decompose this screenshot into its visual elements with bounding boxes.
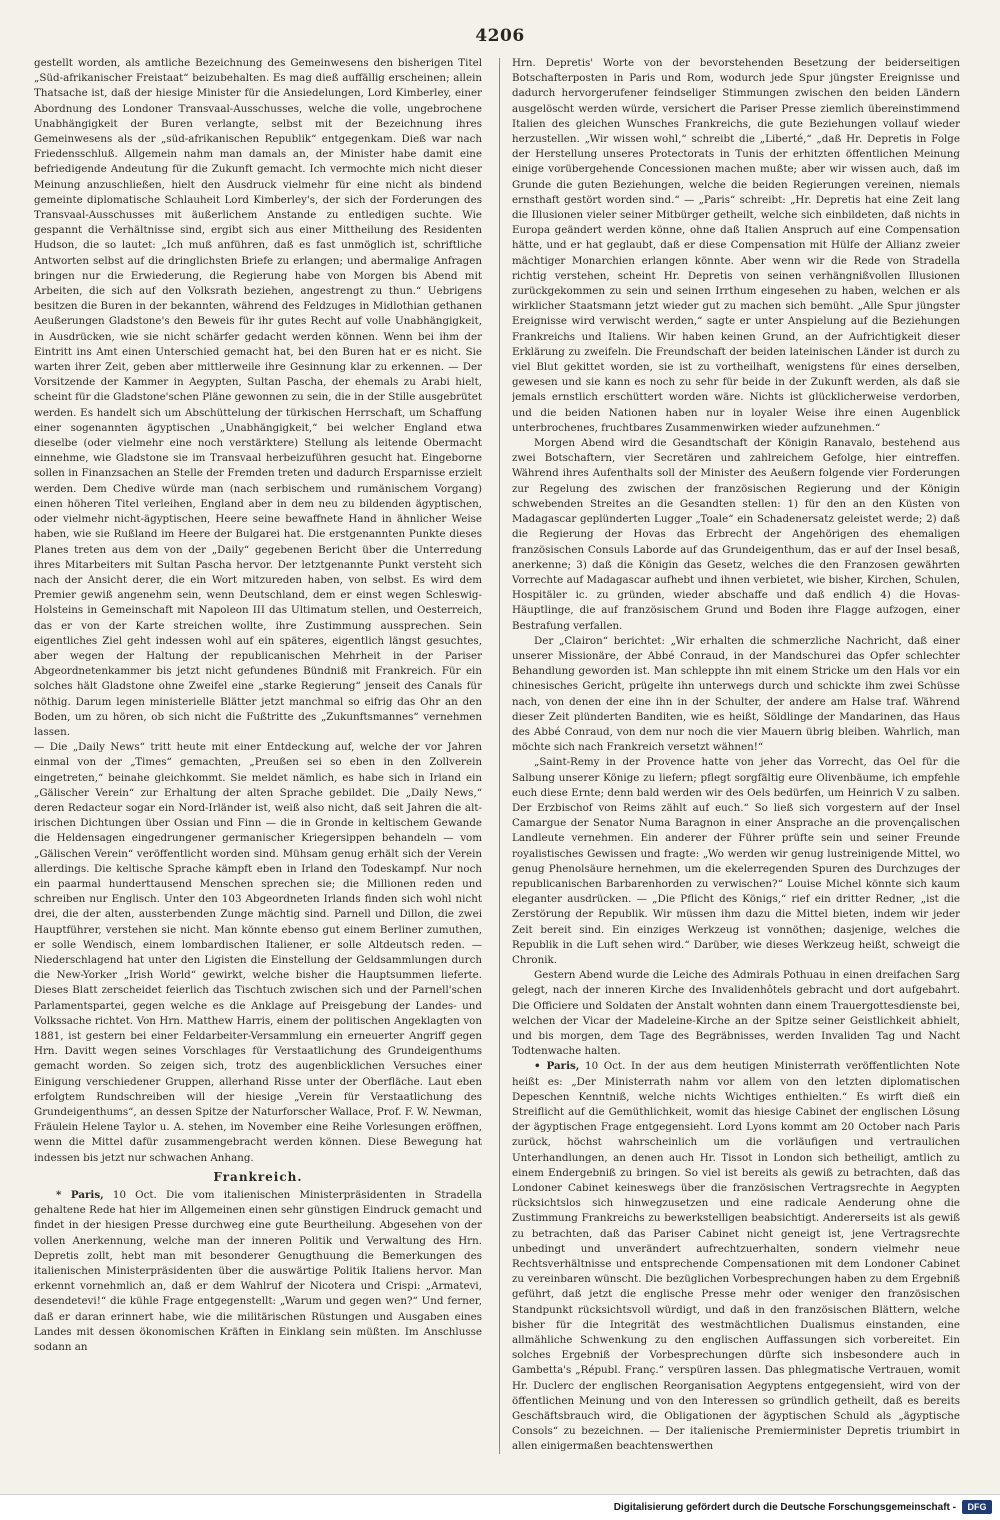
article-paragraph [512, 634, 960, 756]
paragraph-text: gestellt worden, als amtliche Bezeichnung des Gemeinwesens den bisherigen Titel „Süd-afrikanischer Freistaat“ beizubehalten. Es mag dieß auffällig erscheinen; allein Thatsache ist, daß der hiesige Minister für die Ansiedelungen, Lord Kimberley, einer Abordnung des Londoner Transvaal-Ausschusses, welche die volle, ungebrochene Unabhängigkeit der Buren verlangte, selbst mit der Bezeichnung ihres Gemeinwesens als der „süd-afrikanischen Republik“ entgegenkam. Dieß war nach Friedensschluß. Allgemein nahm man damals an, der Minister habe damit eine befriedigende Andeutung für die Zukunft gemacht. Ich vermochte mich nicht dieser Meinung anzuschließen, hielt den Ausdruck vielmehr für eine nicht als bindend gemeinte diplomatische Schlauheit Lord Kimberley's, der sich der Forderungen des Transvaal-Ausschusses mit äußerlichem Anstande zu entledigen suchte. Wie gespannt die Verhältnisse sind, ergibt sich aus einer Mittheilung des Residenten Hudson, die so lautet: „Ich muß anführen, daß es fast unmöglich ist, schriftliche Antworten selbst auf die dringlichsten Briefe zu erlangen; und abermalige Anfragen bringen nur die Erwiederung, die Regierung habe von Morgen bis Abend mit Arbeiten, die sich auf den Volksrath beziehen, angestrengt zu thun.“ Uebrigens besitzen die Buren in der bekannten, während des Feldzuges in Midlothian gethanen Aeußerungen Gladstone's den Beweis für ihr gutes Recht auf volle Unabhängigkeit, in Ausdrücken, wie sie nicht schärfer gedacht werden können. Wenn bei ihm der Eintritt ins Amt einen Unterschied gemacht hat, bei den Buren hat er es nicht. Sie warten ihrer Zeit, geben aber mittlerweile ihre Gesinnung klar zu erkennen. — Der Vorsitzende der Kammer in Aegypten, Sultan Pascha, der ehemals zu Arabi hielt, scheint für die Gladstone'schen Pläne gewonnen zu sein, die in der Stille ausgebrütet werden. Es handelt sich um Abschüttelung der türkischen Herrschaft, um Schaffung einer sogenannten ägyptischen „Unabhängigkeit,“ bei welcher England etwa dieselbe (oder vielmehr eine noch verstärktere) Stellung als leitende Obermacht einnehme, wie Gladstone sie im Transvaal herbeizuführen gesucht hat. Eingeborne sollen in Finanzsachen an Stelle der Fremden treten und dadurch Ersparnisse erzielt werden. Dem Chedive würde man (nach serbischem und rumänischem Vorgang) einen höheren Titel verleihen, England aber in dem neu zu bildenden ägyptischen, oder vielmehr nicht-ägyptischen, Heere seine bewaffnete Hand in ähnlicher Weise haben, wie sie Rußland im Heere der Bulgarei hat. Die erstgenannten Punkte dieses Planes treten aus dem von der „Daily“ gegebenen Bericht über die Unterredung ihres Mitarbeiters mit Sultan Pascha hervor. Der letztgenannte Punkt versteht sich nach der Ansicht derer, die ein Wort mitzureden haben, von selbst. Es wird dem Premier gewiß angenehm sein, wenn Deutschland, dem er einst wegen Schleswig-Holsteins in Gemeinschaft mit Napoleon III das Ultimatum stellen, und Oesterreich, das er von der Karte streichen wollte, ihre Zustimmung aussprechen. Sein eigentliches Ziel geht indessen wohl auf ein späteres, eigentlich längst gesuchtes, aber wegen der Haltung der republicanischen Mehrheit in der Pariser Abgeordnetenkammer bis jetzt nicht gefundenes Bündniß mit Frankreich. Für ein solches hält Gladstone ohne Zweifel eine „starke Regierung“ jenseit des Canals für nöthig. Darum legen ministerielle Blätter jetzt manchmal so eifrig das Ohr an den Boden, um zu hören, ob sich nicht die Fußtritte des „Zukunftsmannes“ vernehmen lassen. [34, 57, 482, 738]
dateline: • Paris, [534, 1060, 580, 1073]
paragraph-text: — Die „Daily News“ tritt heute mit einer Entdeckung auf, welche der vor Jahren einmal von der „Times“ gemachten, „Preußen sei so eben in den Zollverein eingetreten,“ beinahe gleichkommt. Sie meldet nämlich, es habe sich in Irland ein „Gälischer Verein“ zur Erhaltung der alten Sprache gebildet. Die „Daily News,“ deren Redacteur sogar ein Nord-Irländer ist, weiß also nicht, daß seit Jahren die alt-irischen Dichtungen über Ossian und Finn — die in Gronde in keltischem Gewande die Heldensagen eingedrungener germanischer Kriegersippen behandeln — vom „Gälischen Verein“ veröffentlicht worden sind. Mühsam genug erhält sich der Verein allerdings. Die keltische Sprache kämpft eben in Irland den Todeskampf. Nur noch ein paarmal hunderttausend Menschen sprechen sie; die Millionen reden und schreiben nur Englisch. Unter den 103 Abgeordneten Irlands finden sich wohl nicht drei, die der alten, aussterbenden Zunge mächtig sind. Parnell und Dillon, die zwei Hauptführer, verstehen sie nicht. Man könnte ebenso gut einem Berliner zumuthen, er solle Wendisch, einem lombardischen Italiener, er solle Altdeutsch reden. — Niederschlagend hat unter den Ligisten die Einstellung der Geldsammlungen durch die New-Yorker „Irish World“ gewirkt, welche bisher die Hauptsummen lieferte. Dieses Blatt zerscheidet feierlich das Tischtuch zwischen sich und der Parnell'schen Parlamentspartei, gegen welche es die Anklage auf Preisgebung der Landes- und Volkssache richtet. Von Hrn. Matthew Harris, einem der politischen Angeklagten von 1881, ist gestern bei einer Feldarbeiter-Versammlung ein erneuerter Angriff gegen Hrn. Davitt wegen seines Vorschlages für Verstaatlichung des Grundeigenthums gemacht worden. So zeigen sich, trotz des augenblicklichen Versuches einer Einigung verschiedener Gruppen, allerhand Risse unter der Oberfläche. Laut eben erfolgtem Rundschreiben will der hiesige „Verein für Verstaatlichung des Grundeigenthums“, an dessen Spitze der Naturforscher Wallace, Prof. F. W. Newman, Fräulein Helene Taylor u. A. stehen, im November eine Reihe Vorlesungen eröffnen, wenn die Mittel dafür zusammengebracht werden können. Diese Bewegung hat indessen bis jetzt nur schwachen Anhang. [34, 741, 482, 1164]
paragraph-text: Der „Clairon“ berichtet: „Wir erhalten die schmerzliche Nachricht, daß einer unserer Missionäre, der Abbé Conraud, in der Mandschurei das Opfer schlechter Behandlung geworden ist. Man schleppte ihn mit einem Stricke um den Hals vor ein chinesisches Gericht, prügelte ihn unterwegs durch und schickte ihm zwei Schüsse nach, von denen der eine ihn in der Schulter, der andere am Halse traf. Während dieser Zeit plünderten Banditen, wie es heißt, Söldlinge der Mandarinen, das Haus des Abbé Conraud, von dem nur noch die vier Mauern übrig bleiben. Wahrlich, man möchte sich nach Frankreich versetzt wähnen!“ [512, 634, 960, 754]
paragraph-text: „Saint-Remy in der Provence hatte von jeher das Vorrecht, das Oel für die Salbung unserer Könige zu liefern; pflegt sorgfältig eure Olivenbäume, ich empfehle euch diese Ernte; denn bald werden wir des Oels bedürfen, um Heinrich V zu salben. Der Erzbischof von Reims zählt auf euch.“ So ließ sich vorgestern auf der Insel Camargue der Senator Numa Baragnon in einer Ansprache an die provençalischen Landleute vernehmen. Ein anderer der Führer prüfte sein und seiner Freunde royalistisches Gewissen und fragte: „Wo werden wir genug lustreinigende Mittel, wo genug Phenolsäure hernehmen, um die ekelerregenden Spuren des Durchzuges der republicanischen Barbarenhorden zu verwischen?“ Louise Michel könnte sich kaum eleganter ausdrücken. — „Die Pflicht des Königs,“ rief ein dritter Redner, „ist die Zerstörung der Republik. Wir müssen ihm dazu die Mittel bieten, indem wir jeder Zeit bereit sind. Ein einziges Werkzeug ist vonnöthen; dasjenige, welches die Republik in die Luft sehen wird.“ Darüber, wie dieses Werkzeug heißt, schweigt die Chronik. [512, 756, 960, 966]
footer-credit: Digitalisierung gefördert durch die Deutsche Forschungsgemeinschaft - [613, 1502, 956, 1513]
article-paragraph [512, 755, 960, 968]
paragraph-text: 10 Oct. Die vom italienischen Ministerpräsidenten in Stradella gehaltene Rede hat hier im Allgemeinen einen sehr günstigen Eindruck gemacht und findet in der hiesigen Presse durchweg eine gute Beurtheilung. Abgesehen von der vollen Anerkennung, welche man der inneren Politik und Verwaltung des Hrn. Depretis zollt, hebt man mit besonderer Genugthuung die Bemerkungen des italienischen Ministerpräsidenten über die auswärtige Politik Italiens hervor. Man erkennt vornehmlich an, daß er dem Wahlruf der Nicotera und Crispi: „Armatevi, desendetevi!“ die kühle Frage entgegenstellt: „Warum und gegen wen?“ Und ferner, daß er daran erinnert habe, wie die militärischen Rüstungen und Ausgaben eines Landes mit dessen ökonomischen Kräften in Einklang sein müßten. Im Anschlusse sodann an [34, 1189, 482, 1354]
dfg-logo: DFG [962, 1500, 992, 1514]
paragraph-text: Morgen Abend wird die Gesandtschaft der Königin Ranavalo, bestehend aus zwei Botschaftern, vier Secretären und zahlreichem Gefolge, hier eintreffen. Während ihres Aufenthalts soll der Minister des Aeußern folgende vier Forderungen zur Regelung des zwischen der französischen Regierung und der Königin schwebenden Streites an die Gesandten stellen: 1) für den an den Küsten von Madagascar geplünderten Lugger „Toale“ ein Schadenersatz geleistet werde; 2) daß die Regierung der Hovas das Erbrecht der Angehörigen des ehemaligen französischen Consuls Laborde auf das Grundeigenthum, das er auf der Insel besaß, anerkenne; 3) daß die Königin das Gesetz, welches die den Franzosen gewährten Vorrechte auf Madagascar aufhebt und ihnen verbietet, wie bisher, Kirchen, Schulen, Hospitäler ic. zu gründen, wieder abschaffe und daß endlich 4) die Hovas-Häuptlinge, die auf französischem Grund und Boden ihre Flagge aufzogen, einer Bestrafung verfallen. [512, 437, 960, 632]
paragraph-text: Hrn. Depretis' Worte von der bevorstehenden Besetzung der beiderseitigen Botschafterposten in Paris und Rom, wodurch jede Spur jüngster Ereignisse und dadurch hervorgerufener feindseliger Stimmungen zwischen den beiden Ländern ausgelöscht werden würde, versichert die Pariser Presse ziemlich übereinstimmend Italien des gleichen Wunsches Frankreichs, die gute Beziehungen vollauf wieder herzustellen. „Wir wissen wohl,“ schreibt die „Liberté,“ „daß Hr. Depretis in Folge der Herstellung unseres Protectorats in Tunis der erhitzten öffentlichen Meinung einige vorübergehende Concessionen machen mußte; aber wir wissen auch, daß im Grunde die guten Beziehungen, welche die beiden Regierungen vereinen, niemals ernsthaft gestört worden sind.“ — „Paris“ schreibt: „Hr. Depretis hat eine Zeit lang die Illusionen vieler seiner Mitbürger getheilt, welche sich einbildeten, daß nichts in Europa geändert werden könne, ohne daß Italien Anspruch auf eine Compensation hätte, und er hat geglaubt, daß er diese Compensation mit Hülfe der Allianz zweier mächtiger Monarchien erlangen könnte. Aber wenn wir die Rede von Stradella richtig verstehen, scheint Hr. Depretis von seinen verhängnißvollen Illusionen zurückgekommen zu sein und seinen Irrthum eingesehen zu haben, welchen er als wirklicher Staatsmann jetzt wieder gut zu machen sich bemüht. „Alle Spur jüngster Ereignisse wird verwischt werden,“ sagte er unter Anspielung auf die Beziehungen Frankreichs und Italiens. Wir haben keinen Grund, an der Aufrichtigkeit dieser Erklärung zu zweifeln. Die Freundschaft der beiden lateinischen Länder ist durch zu viel Blut gekittet worden, sie ist zu vortheilhaft, wenigstens für eines derselben, gewesen und sie kann es noch zu sehr für beide in der Zukunft werden, als daß sie jemals ernstlich erschüttert worden wäre. Nichts ist glücklicherweise verdorben, und die beiden Nationen haben nur in loyaler Weise ihre einen Augenblick unterbrochenes, fruchtbares Zusammenwirken wieder aufzunehmen.“ [512, 57, 960, 434]
dateline: * Paris, [56, 1189, 104, 1202]
page-number: 4206 [475, 26, 525, 46]
article-paragraph [34, 56, 482, 740]
right-column [512, 56, 960, 1460]
article-paragraph [512, 968, 960, 1059]
column-divider [499, 58, 500, 1454]
article-paragraph [512, 436, 960, 634]
section-heading: Frankreich. [213, 1169, 303, 1184]
article-paragraph [34, 1188, 482, 1355]
article-paragraph [34, 740, 482, 1166]
article-paragraph [512, 56, 960, 436]
paragraph-text: Gestern Abend wurde die Leiche des Admirals Pothuau in einen dreifachen Sarg gelegt, nach der inneren Kirche des Invalidenhôtels gebracht und dort aufgebahrt. Die Officiere und Soldaten der Anstalt wohnten dann einem Trauergottesdienste bei, welchen der Vicar der Madeleine-Kirche an der Spitze seiner Geistlichkeit abhielt, und bis morgen, dem Tage des Begräbnisses, werden Invaliden Tag und Nacht Todtenwache halten. [512, 969, 960, 1058]
article-paragraph [512, 1059, 960, 1454]
left-column [34, 56, 482, 1460]
paragraph-text: 10 Oct. In der aus dem heutigen Ministerrath veröffentlichten Note heißt es: „Der Ministerrath nahm vor allem von den letzten diplomatischen Depeschen Kenntniß, welche nichts Wichtiges enthielten.“ Es wirft dieß ein Streiflicht auf die Gemüthlichkeit, womit das hiesige Cabinet der englischen Lösung der ägyptischen Frage entgegensieht. Lord Lyons kommt am 20 October nach Paris zurück, höchst wahrscheinlich um die vorläufigen und vertraulichen Unterhandlungen, an denen auch Hr. Tissot in London sich betheiligt, amtlich zu einem Endergebniß zu bringen. So viel ist bereits als gewiß zu betrachten, daß das Londoner Cabinet keineswegs über die französischen Vertragsrechte in Aegypten rücksichtslos sich hinwegzusetzen und eine radicale Aenderung ohne die Zustimmung Frankreichs zu bewerkstelligen beabsichtigt. Andererseits ist als gewiß zu betrachten, daß das Pariser Cabinet nicht geneigt ist, jene Vertragsrechte unbedingt und unverändert aufrechtzuerhalten, sondern vielmehr neue Rechtsverhältnisse und entsprechende Compensationen mit dem Londoner Cabinet zu vereinbaren wünscht. Die bezüglichen Vorbesprechungen haben zu dem Ergebniß geführt, daß jetzt die englische Presse mehr oder weniger den französischen Standpunkt rücksichtsvoll würdigt, und daß in den französischen Blättern, welche bisher für die Integrität des westmächtlichen Dualismus einstanden, eine allmähliche Schwenkung zu den englischen Auffassungen sich vorbereitet. Ein solches Ergebniß der Vorbesprechungen dürfte sich insbesondere auch in Gambetta's „Républ. Franç.“ verspüren lassen. Das phlegmatische Vertrauen, womit Hr. Duclerc der englischen Reorganisation Aegyptens entgegensieht, wird von der öffentlichen Meinung und von den Interessen so gründlich getheilt, daß es bereits Geschäftsbrauch wird, die Obligationen der ägyptischen Schuld als „ägyptische Consols“ zu bezeichnen. — Der italienische Premierminister Depretis triumbirt in allen einigermaßen beachtenswerthen [512, 1060, 960, 1453]
